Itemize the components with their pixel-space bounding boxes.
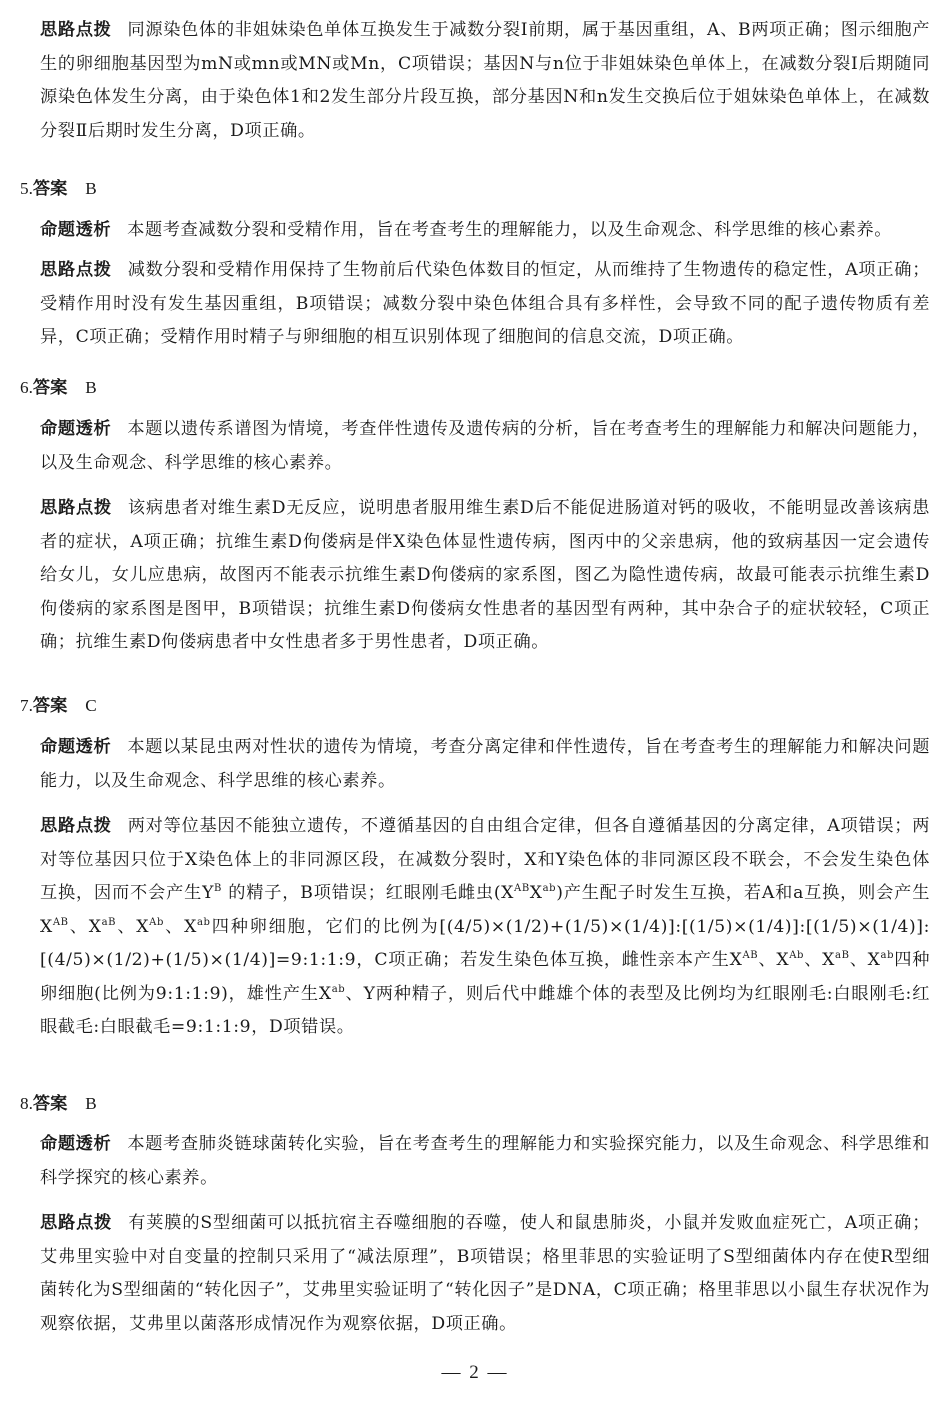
q8-hint-paragraph <box>40 1207 930 1341</box>
q8-hint-text: 有荚膜的S型细菌可以抵抗宿主吞噬细胞的吞噬，使人和鼠患肺炎，小鼠并发败血症死亡，A项正确；艾弗里实验中对自变量的控制只采用了“减法原理”，B项错误；格里菲思的实验证明了S型细菌体内存在使R型细菌转化为S型细菌的“转化因子”，艾弗里实验证明了“转化因子”是DNA，C项正确；格里菲思以小鼠生存状况作为观察依据，艾弗里以菌落形成情况作为观察依据，D项正确。 <box>40 1213 930 1334</box>
q6-hint-text: 该病患者对维生素D无反应，说明患者服用维生素D后不能促进肠道对钙的吸收，不能明显改善该病患者的症状，A项正确；抗维生素D佝偻病是伴X染色体显性遗传病，图丙中的父亲患病，他的致病基因一定会遗传给女儿，女儿应患病，故图丙不能表示抗维生素D佝偻病的家系图，图乙为隐性遗传病，故最可能表示抗维生素D佝偻病的家系图是图甲，B项错误；抗维生素D佝偻病女性患者的基因型有两种，其中杂合子的症状较轻，C项正确；抗维生素D佝偻病患者中女性患者多于男性患者，D项正确。 <box>40 498 930 652</box>
q7-hint-seg: 、X <box>758 950 790 970</box>
answer-letter: B <box>85 1094 97 1113</box>
superscript: ab <box>880 950 895 961</box>
hint-label: 思路点拨 <box>40 498 112 518</box>
answer-label: 答案 <box>32 378 68 398</box>
analysis-label: 命题透析 <box>40 220 112 240</box>
hint-label: 思路点拨 <box>40 1213 113 1233</box>
question-number: 5. <box>20 179 33 198</box>
answer-label: 答案 <box>32 696 68 716</box>
q7-hint-seg: 、Y两种精子，则后代中雌雄个体的表型及比例均为红眼刚毛:白眼刚毛:红眼截毛:白眼截毛=9:1:1:9，D项错误。 <box>40 983 930 1037</box>
superscript: ab <box>196 916 211 928</box>
answer-label: 答案 <box>32 179 68 199</box>
superscript: B <box>214 883 222 894</box>
q4-hint-paragraph <box>40 14 930 148</box>
q7-hint-paragraph <box>40 810 930 1045</box>
question-number: 6. <box>20 378 33 397</box>
superscript: ab <box>331 983 346 995</box>
superscript: Ab <box>789 950 805 961</box>
q7-hint-seg: 、X <box>804 950 836 970</box>
answer-letter: C <box>85 696 97 715</box>
question-number: 7. <box>20 696 33 715</box>
q6-answer-line <box>20 373 920 403</box>
question-number: 8. <box>20 1094 33 1113</box>
q5-answer-line <box>20 174 920 204</box>
page-number: — 2 — <box>441 1362 509 1383</box>
superscript: AB <box>742 950 759 961</box>
analysis-label: 命题透析 <box>40 419 112 439</box>
q7-hint-seg: 四种卵细胞，它们的比例为[(4/5)×(1/2)+(1/5)×(1/4)]:[(1/5)×(1/4)]:[(1/5)×(1/4)]:[(4/5)×(1/2)+(1/5)×(1/4)]=9:1:1:9，C项正确；若发生染色体互换，雌性亲本产生X <box>40 916 931 970</box>
q7-hint-seg: 、X <box>116 916 150 937</box>
q7-hint-seg: 两对等位基因不能独立遗传，不遵循基因的自由组合定律，但各自遵循基因的分离定律，A项错误；两对等位基因只位于X染色体上的非同源区段，在减数分裂时，X和Y染色体的非同源区段不联会，不会发生染色体互换，因而不会产生Y <box>40 816 930 903</box>
q4-hint-text: 同源染色体的非姐妹染色单体互换发生于减数分裂Ⅰ前期，属于基因重组，A、B两项正确；图示细胞产生的卵细胞基因型为mN或mn或MN或Mn，C项错误；基因N与n位于非姐妹染色单体上，在减数分裂Ⅰ后期随同源染色体发生分离，由于染色体1和2发生部分片段互换，部分基因N和n发生交换后位于姐妹染色单体上，在减数分裂Ⅱ后期时发生分离，D项正确。 <box>40 20 931 141</box>
answer-label: 答案 <box>32 1094 68 1114</box>
hint-label: 思路点拨 <box>40 260 112 280</box>
q7-analysis-text: 本题以某昆虫两对性状的遗传为情境，考查分离定律和伴性遗传，旨在考查考生的理解能力和解决问题能力，以及生命观念、科学思维的核心素养。 <box>40 737 930 791</box>
q5-analysis-text: 本题考查减数分裂和受精作用，旨在考查考生的理解能力，以及生命观念、科学思维的核心素养。 <box>127 220 893 240</box>
q8-answer-line <box>20 1089 920 1119</box>
answer-letter: B <box>85 179 97 198</box>
q6-analysis-text: 本题以遗传系谱图为情境，考查伴性遗传及遗传病的分析，旨在考查考生的理解能力和解决问题能力，以及生命观念、科学思维的核心素养。 <box>40 419 930 473</box>
superscript: AB <box>514 883 530 894</box>
q7-hint-seg: 、X <box>68 916 102 937</box>
q7-answer-line <box>20 691 920 721</box>
q7-hint-seg: 的精子，B项错误；红眼刚毛雌虫(X <box>221 883 514 903</box>
superscript: aB <box>101 916 117 928</box>
q8-analysis-paragraph <box>40 1128 930 1195</box>
q7-hint-seg: 四种卵细胞(比例为9:1:1:9)，雄性产生X <box>40 950 931 1004</box>
answer-letter: B <box>85 378 97 397</box>
q7-analysis-paragraph <box>40 731 930 798</box>
superscript: aB <box>835 950 850 961</box>
q7-hint-seg: 、X <box>163 916 197 937</box>
q7-hint-seg: )产生配子时发生互换，若A和a互换，则会产生X <box>40 883 930 937</box>
superscript: ab <box>542 883 557 894</box>
q6-hint-paragraph <box>40 492 930 660</box>
q5-hint-paragraph <box>40 254 930 355</box>
q6-analysis-paragraph <box>40 413 930 480</box>
q7-hint-seg: 、X <box>849 950 881 970</box>
hint-label: 思路点拨 <box>40 20 112 40</box>
q5-analysis-paragraph <box>40 214 930 248</box>
superscript: AB <box>52 916 69 928</box>
analysis-label: 命题透析 <box>40 1134 112 1154</box>
q5-hint-text: 减数分裂和受精作用保持了生物前后代染色体数目的恒定，从而维持了生物遗传的稳定性，A项正确；受精作用时没有发生基因重组，B项错误；减数分裂中染色体组合具有多样性，会导致不同的配子遗传物质有差异，C项正确；受精作用时精子与卵细胞的相互识别体现了细胞间的信息交流，D项正确。 <box>40 260 930 347</box>
superscript: Ab <box>149 916 164 928</box>
q8-analysis-text: 本题考查肺炎链球菌转化实验，旨在考查考生的理解能力和实验探究能力，以及生命观念、科学思维和科学探究的核心素养。 <box>40 1134 930 1188</box>
q7-hint-seg: X <box>529 883 543 903</box>
hint-label: 思路点拨 <box>40 816 112 836</box>
analysis-label: 命题透析 <box>40 737 112 757</box>
